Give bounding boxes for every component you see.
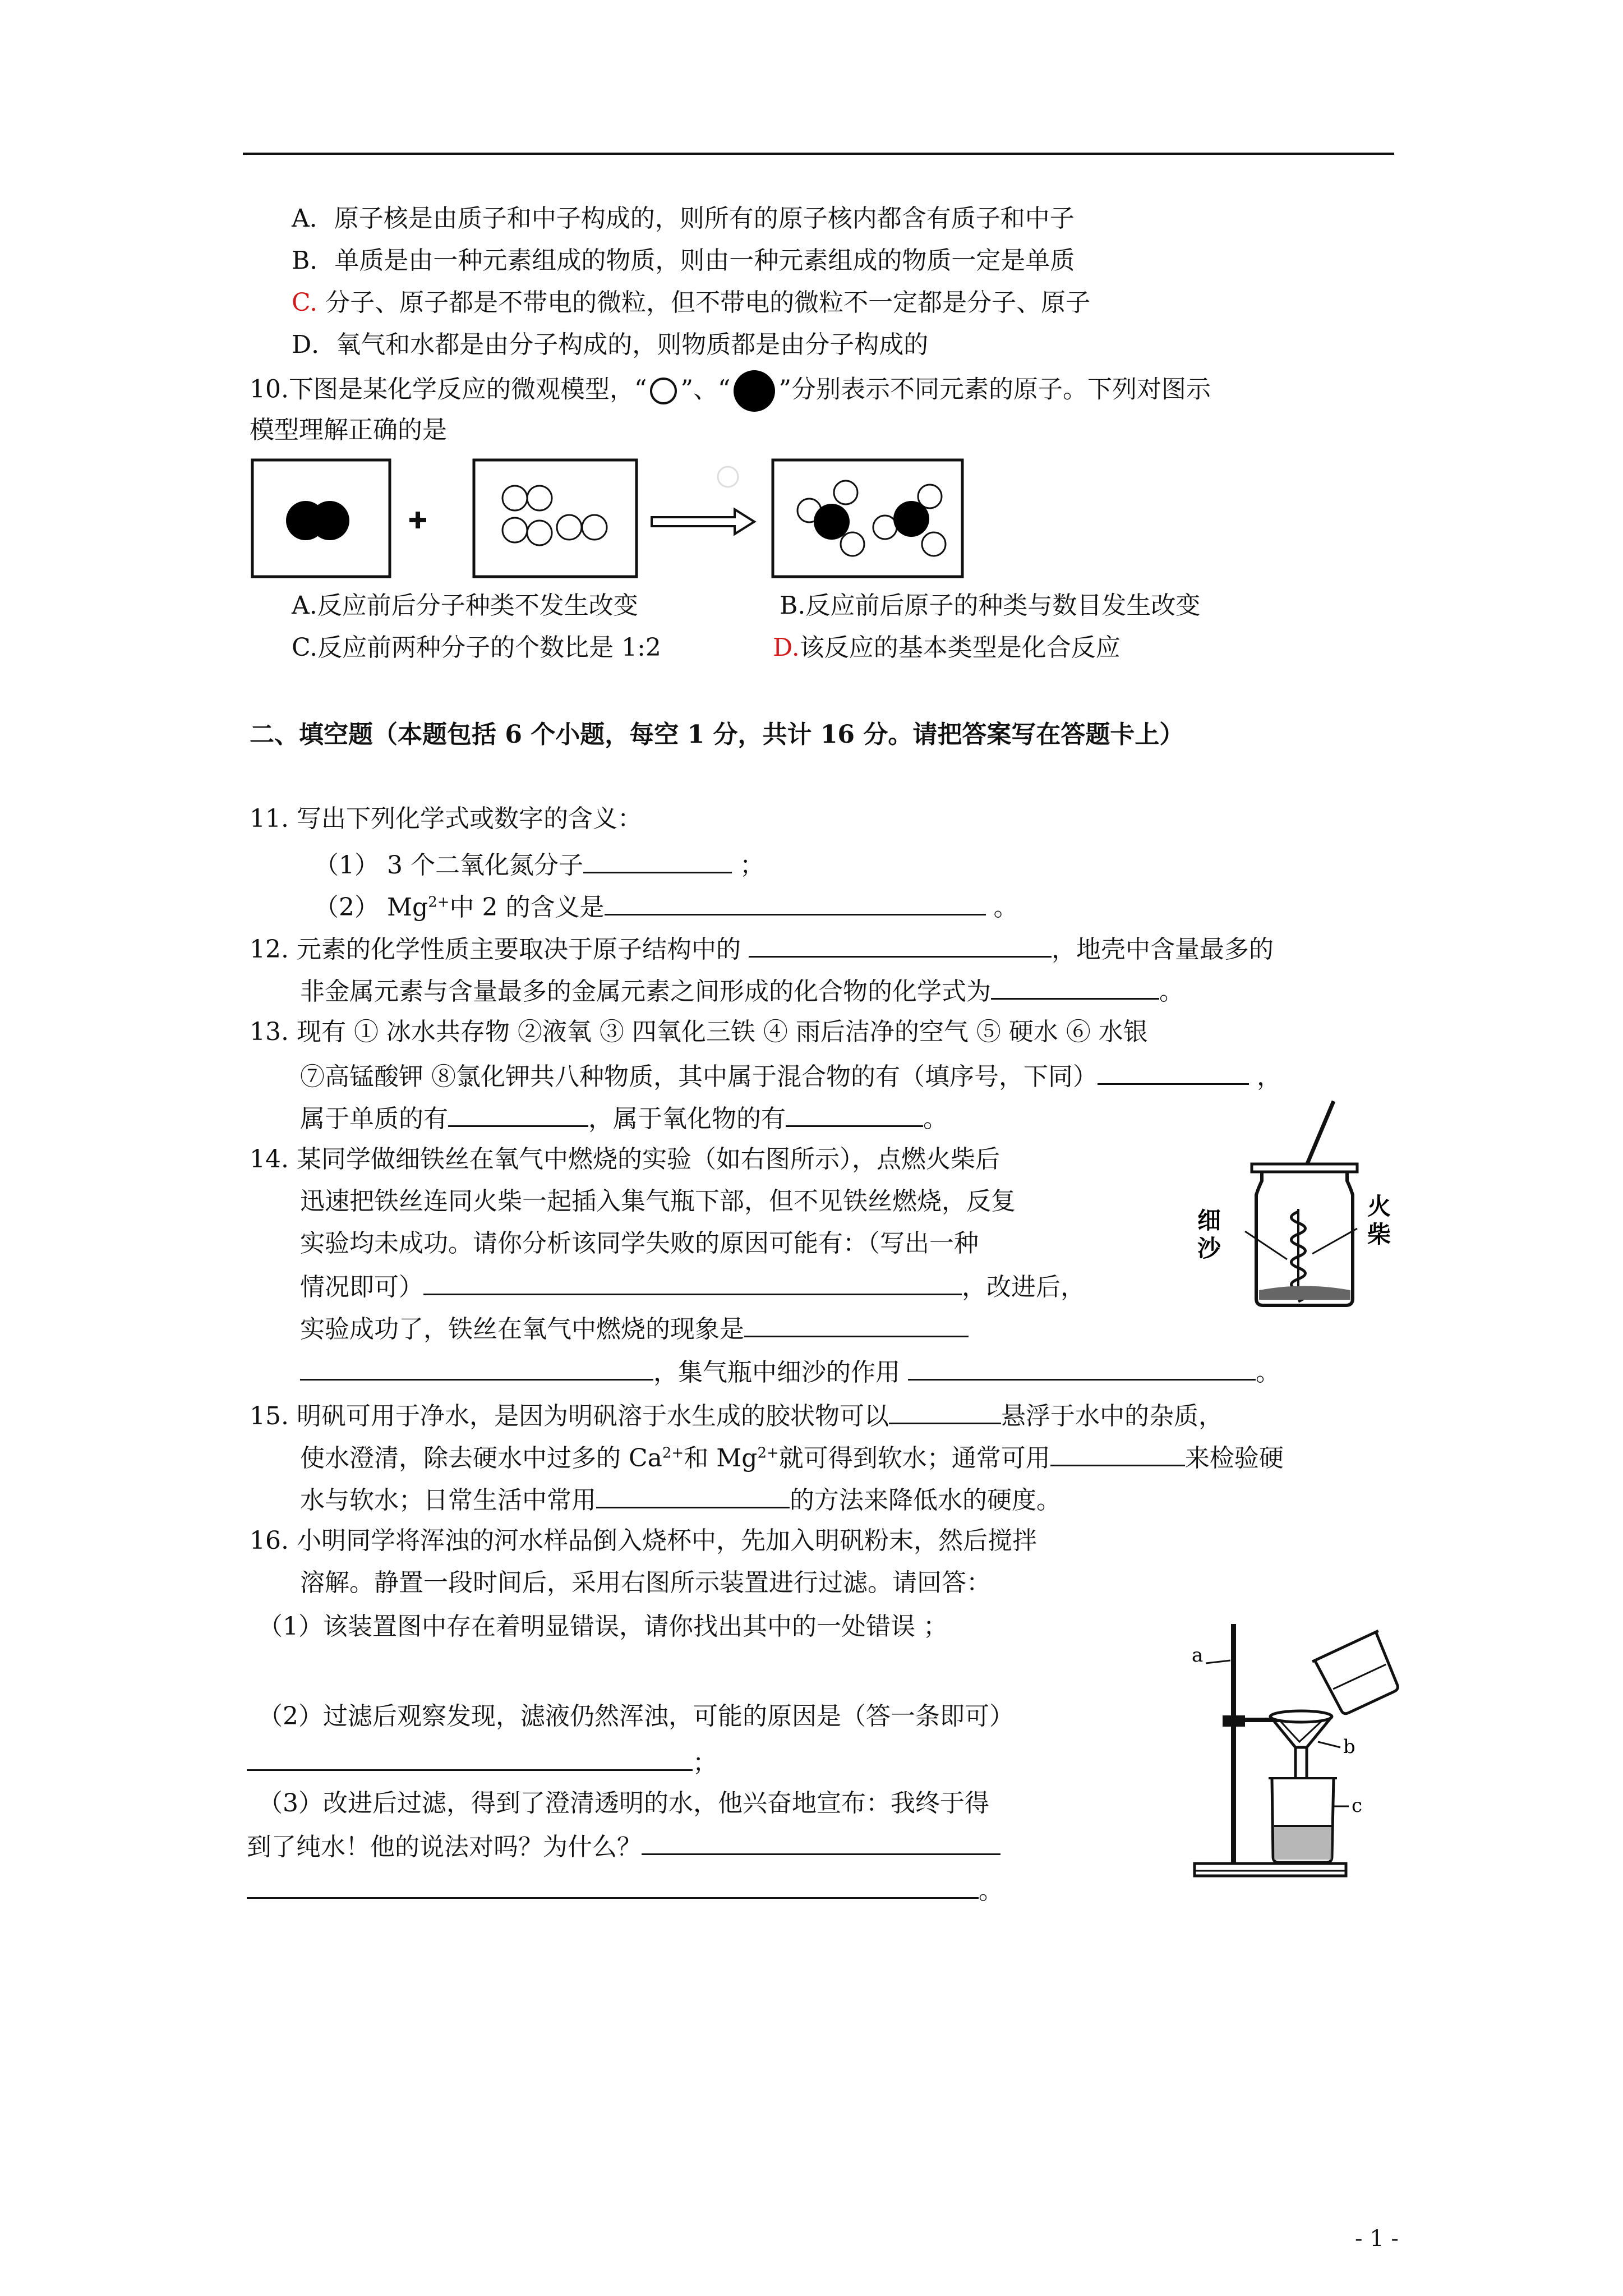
q16-line-2: 溶解。静置一段时间后，采用右图所示装置进行过滤。请回答：	[300, 1568, 991, 1597]
q15-superscript-2: 2+	[757, 1444, 779, 1462]
reactant-box-2	[474, 460, 637, 577]
figure-label-c: c	[1352, 1795, 1363, 1817]
q15-line-3	[300, 1482, 1061, 1517]
q9-option-c-letter: C.	[292, 288, 318, 317]
q9-option-c	[292, 286, 1090, 320]
q14-line-6	[300, 1354, 1280, 1389]
q14-text-d: ，集气瓶中细沙的作用	[653, 1358, 908, 1387]
q14-answer-blank-1[interactable]	[423, 1269, 962, 1295]
q14-line-3: 实验均未成功。请你分析该同学失败的原因可能有：（写出一种	[300, 1229, 979, 1258]
q13-line-1: 13. 现有 ① 冰水共存物 ②液氧 ③ 四氧化三铁 ④ 雨后洁净的空气 ⑤ 硬水 ⑥ 水银	[250, 1018, 1148, 1046]
q10-stem	[250, 370, 1211, 412]
figure-label-match: 火	[1367, 1193, 1391, 1220]
filtration-apparatus-figure	[1189, 1621, 1419, 1885]
q10-option-c: C.反应前两种分子的个数比是 1:2	[292, 633, 661, 662]
q16-answer-blank-2[interactable]	[642, 1829, 1000, 1855]
q10-option-d-text: 该反应的基本类型是化合反应	[799, 633, 1121, 662]
q15-text-d: 和 Mg	[684, 1444, 758, 1473]
q12-line-1	[250, 931, 1274, 967]
q14-answer-blank-2[interactable]	[744, 1311, 969, 1337]
q16-answer-blank-1[interactable]	[247, 1745, 693, 1771]
product-box	[773, 460, 962, 577]
q11-part-2-text-b: 中 2 的含义是	[449, 893, 605, 922]
q11-stem: 11. 写出下列化学式或数字的含义：	[250, 804, 642, 833]
q14-line-1: 14. 某同学做细铁丝在氧气中燃烧的实验（如右图所示），点燃火柴后	[250, 1145, 1000, 1174]
white-atom-icon	[650, 378, 677, 404]
q15-answer-blank-1[interactable]	[889, 1398, 1001, 1424]
figure-label-sand: 细	[1197, 1207, 1221, 1234]
q12-text-d: 。	[1159, 977, 1184, 1006]
q15-text-f: 来检验硬	[1184, 1444, 1284, 1473]
q9-option-d: D．氧气和水都是由分子构成的，则物质都是由分子构成的	[292, 330, 929, 359]
q14-answer-blank-3[interactable]	[300, 1354, 653, 1381]
black-atom	[310, 501, 349, 540]
q12-answer-blank-1[interactable]	[749, 931, 1052, 958]
q16-text-a: 到了纯水！他的说法对吗？为什么？	[247, 1833, 642, 1861]
plus-sign	[409, 512, 426, 528]
q12-text-b: ，地壳中含量最多的	[1051, 935, 1274, 964]
q13-line-2	[300, 1059, 1281, 1094]
section-2-heading: 二、填空题（本题包括 6 个小题，每空 1 分，共计 16 分。请把答案写在答题卡上）	[250, 720, 1184, 749]
q13-text-a: ⑦高锰酸钾 ⑧氯化钾共八种物质，其中属于混合物的有（填序号，下同）	[300, 1062, 1098, 1091]
page-number: - 1 -	[1355, 2226, 1399, 2252]
q12-answer-blank-2[interactable]	[991, 973, 1159, 1000]
figure-label-b: b	[1343, 1736, 1355, 1758]
q14-text-a: 情况即可）	[300, 1273, 423, 1301]
q15-line-2	[300, 1440, 1284, 1475]
q10-option-d-letter: D.	[773, 633, 800, 662]
q15-text-b: 悬浮于水中的杂质，	[1000, 1402, 1223, 1430]
black-atom-icon	[734, 370, 775, 412]
figure-label-sand-2: 沙	[1197, 1235, 1221, 1262]
q15-line-1	[250, 1398, 1223, 1433]
q16-part-3-answer	[247, 1872, 1003, 1908]
q10-stem-c: ”分别表示不同元素的原子。下列对图示	[778, 375, 1211, 404]
q13-answer-blank-3[interactable]	[786, 1101, 923, 1127]
figure-label-a: a	[1192, 1644, 1204, 1667]
q13-text-e: 。	[923, 1105, 948, 1133]
q16-part-3-line-1: （3）改进后过滤，得到了澄清透明的水，他兴奋地宣布：我终于得	[258, 1789, 989, 1818]
q14-text-e: 。	[1256, 1358, 1280, 1387]
reaction-model-diagram	[247, 454, 976, 583]
q11-part-1-end: ；	[731, 851, 764, 880]
q15-text-a: 15. 明矾可用于净水，是因为明矾溶于水生成的胶状物可以	[250, 1402, 889, 1430]
header-rule	[243, 153, 1394, 155]
q12-text-c: 非金属元素与含量最多的金属元素之间形成的化合物的化学式为	[300, 977, 991, 1006]
stray-mark	[718, 467, 738, 487]
q10-stem-b: ”、“	[680, 375, 731, 404]
q14-answer-blank-4[interactable]	[908, 1354, 1256, 1381]
q14-line-4	[300, 1269, 1085, 1304]
q13-text-b: ，	[1248, 1062, 1281, 1091]
q11-part-2-end: 。	[985, 893, 1018, 922]
reactant-box-1	[252, 460, 390, 577]
q11-part-2	[314, 889, 1018, 924]
q14-line-5	[300, 1311, 969, 1346]
q15-answer-blank-3[interactable]	[596, 1482, 790, 1508]
q15-answer-blank-2[interactable]	[1050, 1440, 1185, 1466]
q13-text-d: ，属于氧化物的有	[588, 1105, 786, 1133]
q9-option-c-text: 分子、原子都是不带电的微粒，但不带电的微粒不一定都是分子、原子	[317, 288, 1091, 317]
q9-option-a: A．原子核是由质子和中子构成的，则所有的原子核内都含有质子和中子	[292, 204, 1075, 233]
q11-part-1-text: （1） 3 个二氧化氮分子	[314, 851, 583, 880]
q11-superscript: 2+	[428, 894, 450, 911]
reaction-arrow	[652, 509, 754, 534]
q16-part-3-end: 。	[979, 1876, 1003, 1905]
black-atom	[814, 504, 850, 540]
q9-option-b: B．单质是由一种元素组成的物质，则由一种元素组成的物质一定是单质	[292, 246, 1075, 275]
q16-part-3-line-2	[247, 1829, 1000, 1864]
q15-text-e: 就可得到软水；通常可用	[778, 1444, 1050, 1473]
q15-text-h: 的方法来降低水的硬度。	[790, 1486, 1061, 1515]
q12-line-2	[300, 973, 1184, 1009]
q14-line-2: 迅速把铁丝连同火柴一起插入集气瓶下部，但不见铁丝燃烧，反复	[300, 1187, 1016, 1216]
q11-part-2-text: （2） Mg	[314, 893, 428, 922]
q15-superscript-1: 2+	[662, 1444, 684, 1462]
q13-text-c: 属于单质的有	[300, 1105, 448, 1133]
q16-part-2-answer	[247, 1745, 717, 1780]
q10-stem-a: 10.下图是某化学反应的微观模型，“	[250, 375, 647, 404]
q14-text-c: 实验成功了，铁丝在氧气中燃烧的现象是	[300, 1315, 744, 1343]
q14-text-b: ，改进后，	[962, 1273, 1085, 1301]
q10-option-a: A.反应前后分子种类不发生改变	[292, 591, 638, 620]
q15-text-c: 使水澄清，除去硬水中过多的 Ca	[300, 1444, 662, 1473]
q13-line-3	[300, 1101, 948, 1136]
q11-answer-blank-2[interactable]	[605, 889, 986, 915]
q11-part-1	[314, 847, 764, 882]
q13-answer-blank-1[interactable]	[1098, 1059, 1249, 1085]
q15-text-g: 水与软水；日常生活中常用	[300, 1486, 596, 1515]
q11-answer-blank-1[interactable]	[583, 847, 732, 873]
figure-label-match-2: 柴	[1367, 1221, 1391, 1248]
q10-stem-2: 模型理解正确的是	[250, 416, 447, 444]
q12-text-a: 12. 元素的化学性质主要取决于原子结构中的	[250, 935, 749, 964]
black-atom	[893, 501, 929, 537]
q16-part-1: （1）该装置图中存在着明显错误，请你找出其中的一处错误 ；	[258, 1612, 948, 1641]
q16-answer-blank-3[interactable]	[247, 1872, 979, 1899]
q16-part-2: （2）过滤后观察发现，滤液仍然浑浊，可能的原因是（答一条即可）	[258, 1702, 1014, 1731]
q16-part-2-end: ；	[693, 1749, 717, 1777]
q10-option-b: B.反应前后原子的种类与数目发生改变	[780, 591, 1201, 620]
q16-line-1: 16. 小明同学将浑浊的河水样品倒入烧杯中，先加入明矾粉末，然后搅拌	[250, 1526, 1037, 1555]
gas-jar-iron-wire-figure	[1189, 1097, 1402, 1321]
q10-option-d	[773, 631, 1121, 665]
q13-answer-blank-2[interactable]	[448, 1101, 588, 1127]
